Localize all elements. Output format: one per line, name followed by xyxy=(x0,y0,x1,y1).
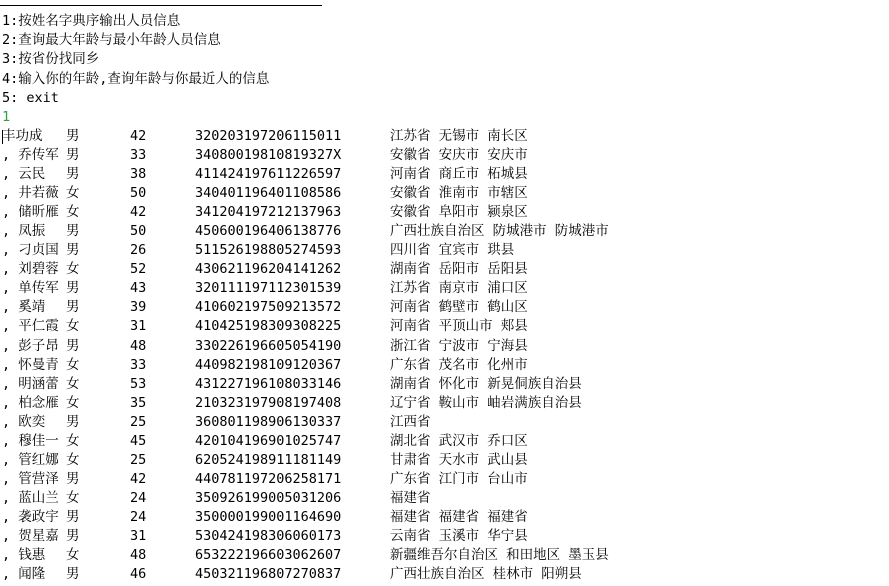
console-menu xyxy=(2,12,269,127)
record-address: 广东省 茂名市 化州市 xyxy=(390,356,528,373)
menu-option-1: 1:按姓名字典序输出人员信息 xyxy=(2,13,181,29)
record-id-number: 410602197509213572 xyxy=(195,299,342,316)
record-id-number: 411424197611226597 xyxy=(195,166,342,183)
record-name: , 管红娜 xyxy=(2,451,59,468)
record-age: 48 xyxy=(130,547,147,564)
record-name: , 穆佳一 xyxy=(2,432,59,449)
record-name: , 袭政宇 xyxy=(2,508,59,525)
record-sex: 女 xyxy=(66,375,80,392)
record-row xyxy=(2,489,889,508)
record-id-number: 34080019810819327X xyxy=(195,147,342,164)
record-row xyxy=(2,241,889,260)
record-address: 江西省 xyxy=(390,413,431,430)
record-name: , 凤振 xyxy=(2,223,46,240)
record-address: 甘肃省 天水市 武山县 xyxy=(390,451,528,468)
record-name: , 彭子昂 xyxy=(2,337,59,354)
record-name: , 柏念雁 xyxy=(2,394,59,411)
record-sex: 女 xyxy=(66,318,80,335)
record-name: , 闻隆 xyxy=(2,566,46,583)
record-row xyxy=(2,203,889,222)
record-name: , 单传军 xyxy=(2,280,59,297)
record-age: 42 xyxy=(130,204,147,221)
record-sex: 男 xyxy=(66,337,80,354)
record-name: , 蓝山兰 xyxy=(2,489,59,506)
record-row xyxy=(2,375,889,394)
record-row xyxy=(2,127,889,146)
record-row xyxy=(2,394,889,413)
record-row xyxy=(2,165,889,184)
record-address: 广东省 江门市 台山市 xyxy=(390,470,528,487)
record-address: 河南省 商丘市 柘城县 xyxy=(390,166,528,183)
record-age: 43 xyxy=(130,280,147,297)
record-row xyxy=(2,470,889,489)
record-id-number: 210323197908197408 xyxy=(195,394,342,411)
record-id-number: 320203197206115011 xyxy=(195,128,342,144)
record-age: 42 xyxy=(130,470,147,487)
record-sex: 女 xyxy=(66,261,80,278)
record-sex: 男 xyxy=(66,166,80,183)
record-address: 广西壮族自治区 桂林市 阳朔县 xyxy=(390,566,582,583)
record-address: 广西壮族自治区 防城港市 防城港市 xyxy=(390,223,609,240)
user-input-echo[interactable]: 1 xyxy=(2,108,11,125)
record-address: 云南省 玉溪市 华宁县 xyxy=(390,527,528,544)
record-name: , 云民 xyxy=(2,166,46,183)
record-address: 湖北省 武汉市 乔口区 xyxy=(390,432,528,449)
record-age: 48 xyxy=(130,337,147,354)
record-address: 河南省 平顶山市 郏县 xyxy=(390,318,528,335)
record-name: , 刁贞国 xyxy=(2,242,59,259)
record-address: 河南省 鹤壁市 鹤山区 xyxy=(390,299,528,316)
record-age: 31 xyxy=(130,527,147,544)
record-name: , 奚靖 xyxy=(2,299,46,316)
record-id-number: 450321196807270837 xyxy=(195,566,342,583)
record-age: 24 xyxy=(130,489,147,506)
record-sex: 男 xyxy=(66,527,80,544)
record-sex: 男 xyxy=(66,128,80,144)
record-row xyxy=(2,451,889,470)
record-address: 湖南省 怀化市 新晃侗族自治县 xyxy=(390,375,582,392)
record-age: 35 xyxy=(130,394,147,411)
record-age: 33 xyxy=(130,356,147,373)
record-row xyxy=(2,546,889,565)
record-id-number: 430621196204141262 xyxy=(195,261,342,278)
record-age: 52 xyxy=(130,261,147,278)
record-name: , 明涵蕾 xyxy=(2,375,59,392)
record-address: 浙江省 宁波市 宁海县 xyxy=(390,337,528,354)
record-address: 新疆维吾尔自治区 和田地区 墨玉县 xyxy=(390,547,609,564)
record-row xyxy=(2,298,889,317)
record-row xyxy=(2,508,889,527)
record-sex: 女 xyxy=(66,451,80,468)
record-id-number: 440982198109120367 xyxy=(195,356,342,373)
top-divider xyxy=(0,5,322,6)
record-address: 湖南省 岳阳市 岳阳县 xyxy=(390,261,528,278)
record-list xyxy=(2,127,889,584)
record-name: 丰功成 xyxy=(2,128,43,144)
record-address: 福建省 福建省 福建省 xyxy=(390,508,528,525)
record-age: 38 xyxy=(130,166,147,183)
record-address: 福建省 xyxy=(390,489,431,506)
record-age: 26 xyxy=(130,242,147,259)
record-age: 25 xyxy=(130,413,147,430)
record-sex: 女 xyxy=(66,204,80,221)
record-id-number: 511526198805274593 xyxy=(195,242,342,259)
record-sex: 男 xyxy=(66,242,80,259)
record-id-number: 341204197212137963 xyxy=(195,204,342,221)
record-name: , 刘碧蓉 xyxy=(2,261,59,278)
record-sex: 女 xyxy=(66,356,80,373)
record-sex: 男 xyxy=(66,280,80,297)
menu-option-2: 2:查询最大年龄与最小年龄人员信息 xyxy=(2,32,221,49)
record-name: , 钱惠 xyxy=(2,547,46,564)
record-row xyxy=(2,356,889,375)
menu-option-3: 3:按省份找同乡 xyxy=(2,51,100,68)
record-id-number: 360801198906130337 xyxy=(195,413,342,430)
record-sex: 女 xyxy=(66,489,80,506)
record-sex: 男 xyxy=(66,566,80,583)
record-age: 33 xyxy=(130,147,147,164)
menu-option-5: 5: exit xyxy=(2,89,59,106)
record-age: 53 xyxy=(130,375,147,392)
record-name: , 欧奕 xyxy=(2,413,46,430)
record-address: 四川省 宜宾市 珙县 xyxy=(390,242,515,259)
record-row xyxy=(2,146,889,165)
record-age: 46 xyxy=(130,566,147,583)
record-id-number: 410425198309308225 xyxy=(195,318,342,335)
record-sex: 女 xyxy=(66,547,80,564)
record-sex: 女 xyxy=(66,432,80,449)
record-address: 辽宁省 鞍山市 岫岩满族自治县 xyxy=(390,394,582,411)
record-id-number: 350000199001164690 xyxy=(195,508,342,525)
record-row xyxy=(2,432,889,451)
record-age: 31 xyxy=(130,318,147,335)
record-id-number: 330226196605054190 xyxy=(195,337,342,354)
record-sex: 男 xyxy=(66,413,80,430)
record-age: 24 xyxy=(130,508,147,525)
record-id-number: 420104196901025747 xyxy=(195,432,342,449)
record-age: 45 xyxy=(130,432,147,449)
record-row xyxy=(2,337,889,356)
record-id-number: 350926199005031206 xyxy=(195,489,342,506)
record-id-number: 653222196603062607 xyxy=(195,547,342,564)
record-sex: 男 xyxy=(66,299,80,316)
record-sex: 男 xyxy=(66,223,80,240)
record-name: , 井若薇 xyxy=(2,185,59,202)
record-id-number: 431227196108033146 xyxy=(195,375,342,392)
record-age: 25 xyxy=(130,451,147,468)
record-name: , 乔传军 xyxy=(2,147,59,164)
record-name: , 管营泽 xyxy=(2,470,59,487)
record-name: , 贺星嘉 xyxy=(2,527,59,544)
record-address: 江苏省 无锡市 南长区 xyxy=(390,128,528,144)
record-sex: 男 xyxy=(66,470,80,487)
record-name: , 怀曼青 xyxy=(2,356,59,373)
record-row xyxy=(2,184,889,203)
menu-option-4: 4:输入你的年龄,查询年龄与你最近人的信息 xyxy=(2,70,270,87)
record-name: , 平仁霞 xyxy=(2,318,59,335)
record-age: 42 xyxy=(130,128,147,144)
record-id-number: 440781197206258171 xyxy=(195,470,342,487)
record-age: 39 xyxy=(130,299,147,316)
record-address: 安徽省 安庆市 安庆市 xyxy=(390,147,528,164)
record-row xyxy=(2,527,889,546)
record-id-number: 530424198306060173 xyxy=(195,527,342,544)
record-sex: 男 xyxy=(66,508,80,525)
record-id-number: 620524198911181149 xyxy=(195,451,342,468)
record-address: 安徽省 淮南市 市辖区 xyxy=(390,185,528,202)
record-id-number: 450600196406138776 xyxy=(195,223,342,240)
record-id-number: 340401196401108586 xyxy=(195,185,342,202)
record-row xyxy=(2,317,889,336)
record-name: , 储昕雁 xyxy=(2,204,59,221)
record-address: 安徽省 阜阳市 颍泉区 xyxy=(390,204,528,221)
record-sex: 男 xyxy=(66,147,80,164)
record-row xyxy=(2,413,889,432)
record-row xyxy=(2,279,889,298)
record-sex: 女 xyxy=(66,394,80,411)
record-sex: 女 xyxy=(66,185,80,202)
record-row xyxy=(2,222,889,241)
record-row xyxy=(2,260,889,279)
record-id-number: 320111197112301539 xyxy=(195,280,342,297)
record-age: 50 xyxy=(130,185,147,202)
record-age: 50 xyxy=(130,223,147,240)
record-row xyxy=(2,565,889,584)
record-address: 江苏省 南京市 浦口区 xyxy=(390,280,528,297)
